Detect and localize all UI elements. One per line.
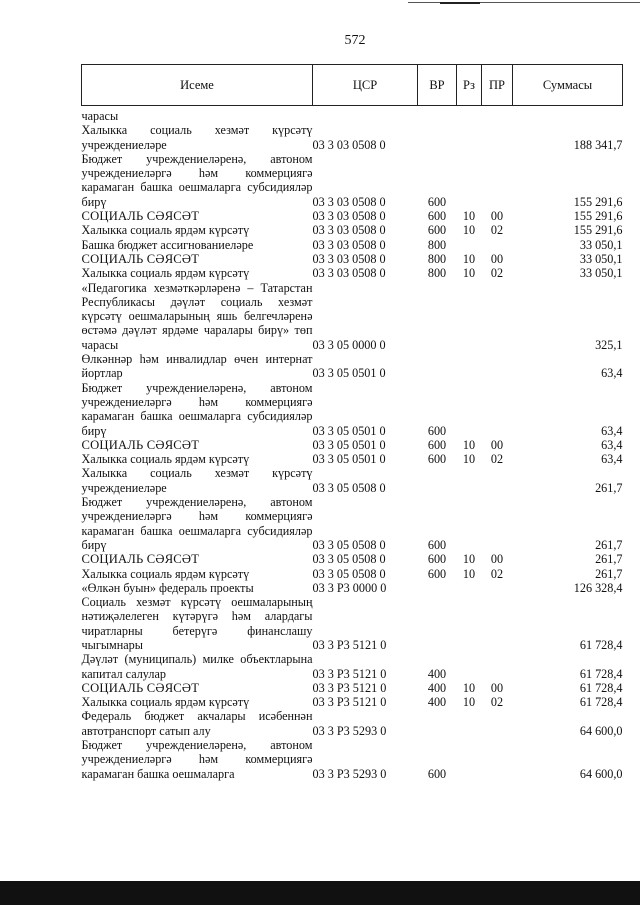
row-amount: 64 600,0: [579, 766, 623, 781]
row-amount: 126 328,4: [573, 580, 623, 595]
row-pr-code: [482, 495, 513, 552]
table-row: [82, 681, 623, 695]
row-vr-code: 800: [427, 237, 447, 252]
row-rz-code: 10: [462, 223, 476, 238]
row-vr-code: 800: [427, 251, 447, 266]
row-amount: 64 600,0: [579, 723, 623, 738]
row-rz-code: [457, 106, 482, 124]
row-csr-code: 03 3 05 0000 0: [312, 337, 386, 352]
row-csr-code: 03 3 03 0508 0: [312, 223, 386, 238]
row-rz-code: 10: [462, 266, 476, 281]
row-pr-code: [482, 106, 513, 124]
row-pr-code: 00: [490, 680, 504, 695]
row-csr-code: 03 3 03 0508 0: [312, 266, 386, 281]
row-csr-code: 03 3 Р3 0000 0: [312, 580, 387, 595]
row-name: Бюджет учреждениеләренә, автоном учреждениеләргә һәм коммерциягә карамаган башка оешмаларга: [81, 738, 313, 781]
row-amount: [513, 106, 623, 124]
row-csr-code: 03 3 05 0501 0: [312, 366, 386, 381]
row-amount: 33 050,1: [579, 237, 623, 252]
row-csr-code: 03 3 Р3 5121 0: [312, 637, 387, 652]
table-row: [82, 252, 623, 266]
table-row: [82, 352, 623, 381]
table-row: [82, 652, 623, 681]
row-pr-code: [482, 581, 513, 595]
row-name: Халыкка социаль ярдәм күрсәтү: [81, 223, 250, 238]
row-csr-code: 03 3 03 0508 0: [312, 209, 386, 224]
row-rz-code: [457, 595, 482, 652]
row-csr-code: 03 3 03 0508 0: [312, 137, 386, 152]
row-rz-code: [457, 738, 482, 781]
table-row: [82, 238, 623, 252]
header-sum: Суммасы: [513, 65, 623, 106]
row-rz-code: [457, 652, 482, 681]
row-rz-code: [457, 466, 482, 495]
row-rz-code: [457, 352, 482, 381]
row-vr-code: 400: [427, 695, 447, 710]
row-pr-code: [482, 709, 513, 738]
table-row: [82, 581, 623, 595]
row-name: Халыкка социаль ярдәм күрсәтү: [81, 452, 250, 467]
row-name: Халыкка социаль хезмәт күрсәтү учреждениеләре: [81, 466, 313, 495]
row-amount: 61 728,4: [579, 637, 623, 652]
row-name: СОЦИАЛЬ СӘЯСӘТ: [81, 437, 200, 452]
row-vr-code: [418, 123, 457, 152]
table-row: [82, 266, 623, 280]
row-rz-code: [457, 381, 482, 438]
row-name: Бюджет учреждениеләренә, автоном учреждениеләргә һәм коммерциягә карамаган башка оешмаларга субсидияләр бирү: [81, 495, 313, 552]
table-row: [82, 552, 623, 566]
row-rz-code: [457, 238, 482, 252]
row-csr-code: 03 3 05 0501 0: [312, 423, 386, 438]
row-csr-code: 03 3 05 0501 0: [312, 452, 386, 467]
row-name: СОЦИАЛЬ СӘЯСӘТ: [81, 251, 200, 266]
row-pr-code: [482, 595, 513, 652]
row-vr-code: [418, 106, 457, 124]
page-number: 572: [344, 33, 366, 48]
row-vr-code: 600: [427, 223, 447, 238]
row-pr-code: [482, 152, 513, 209]
row-amount: 61 728,4: [579, 680, 623, 695]
row-vr-code: [418, 709, 457, 738]
row-pr-code: 02: [490, 266, 504, 281]
row-rz-code: [457, 709, 482, 738]
table-row: [82, 466, 623, 495]
row-vr-code: [418, 281, 457, 352]
row-name: Федераль бюджет акчалары исәбеннән автотранспорт сатып алу: [81, 709, 313, 738]
row-name: Бюджет учреждениеләренә, автоном учреждениеләргә һәм коммерциягә карамаган башка оешмаларга субсидияләр бирү: [81, 151, 313, 209]
row-amount: 33 050,1: [579, 266, 623, 281]
row-pr-code: 00: [490, 251, 504, 266]
row-csr-code: 03 3 03 0508 0: [312, 251, 386, 266]
header-vr: ВР: [418, 65, 457, 106]
row-amount: 61 728,4: [579, 666, 623, 681]
row-pr-code: 02: [490, 223, 504, 238]
row-csr-code: 03 3 03 0508 0: [312, 194, 386, 209]
row-rz-code: 10: [462, 680, 476, 695]
table-row: [82, 123, 623, 152]
row-vr-code: [418, 352, 457, 381]
row-name: Дәүләт (муниципаль) милке объектларына капитал салулар: [81, 652, 313, 681]
row-amount: 188 341,7: [573, 137, 623, 152]
row-pr-code: [482, 123, 513, 152]
row-name: СОЦИАЛЬ СӘЯСӘТ: [81, 680, 200, 695]
row-csr-code: 03 3 03 0508 0: [312, 237, 386, 252]
row-vr-code: 600: [427, 194, 447, 209]
row-csr-code: 03 3 Р3 5121 0: [312, 695, 387, 710]
row-name: чарасы: [81, 109, 119, 123]
row-pr-code: 02: [490, 566, 504, 581]
row-pr-code: 00: [490, 552, 504, 567]
row-amount: 155 291,6: [573, 223, 623, 238]
row-amount: 155 291,6: [573, 194, 623, 209]
row-name: Өлкәннәр һәм инвалидлар өчен интернат йортлар: [81, 352, 313, 381]
row-rz-code: 10: [462, 251, 476, 266]
row-rz-code: [457, 123, 482, 152]
row-vr-code: 600: [427, 537, 447, 552]
row-pr-code: 00: [490, 209, 504, 224]
header-rz: Рз: [457, 65, 482, 106]
row-amount: 63,4: [601, 452, 623, 467]
row-name: Башка бюджет ассигнованиеләре: [81, 237, 254, 252]
row-pr-code: [482, 238, 513, 252]
table-row: [82, 223, 623, 237]
row-pr-code: [482, 466, 513, 495]
row-pr-code: 02: [490, 452, 504, 467]
row-vr-code: 600: [427, 437, 447, 452]
row-name: Халыкка социаль хезмәт күрсәтү учреждениеләре: [81, 123, 313, 152]
row-vr-code: 400: [427, 680, 447, 695]
row-rz-code: [457, 152, 482, 209]
scan-edge-mark: [440, 2, 480, 4]
table-row: [82, 595, 623, 652]
row-amount: 261,7: [595, 566, 623, 581]
row-amount: 63,4: [601, 423, 623, 438]
row-csr-code: 03 3 05 0508 0: [312, 566, 386, 581]
row-pr-code: [482, 738, 513, 781]
table-row: [82, 281, 623, 352]
table-row: [82, 152, 623, 209]
row-rz-code: [457, 281, 482, 352]
row-amount: 155 291,6: [573, 209, 623, 224]
row-vr-code: 600: [427, 423, 447, 438]
row-vr-code: 800: [427, 266, 447, 281]
row-rz-code: 10: [462, 566, 476, 581]
row-rz-code: 10: [462, 209, 476, 224]
row-name: СОЦИАЛЬ СӘЯСӘТ: [81, 209, 200, 224]
row-csr-code: 03 3 Р3 5293 0: [312, 766, 387, 781]
row-amount: 261,7: [595, 552, 623, 567]
row-pr-code: [482, 352, 513, 381]
row-vr-code: 600: [427, 566, 447, 581]
row-name: СОЦИАЛЬ СӘЯСӘТ: [81, 552, 200, 567]
row-name: Халыкка социаль ярдәм күрсәтү: [81, 695, 250, 710]
table-row: [82, 695, 623, 709]
table-row: [82, 438, 623, 452]
row-csr-code: 03 3 Р3 5121 0: [312, 666, 387, 681]
table-row: [82, 495, 623, 552]
row-csr-code: 03 3 05 0508 0: [312, 480, 386, 495]
row-pr-code: [482, 281, 513, 352]
row-pr-code: [482, 381, 513, 438]
row-csr-code: 03 3 Р3 5293 0: [312, 723, 387, 738]
table-row: [82, 381, 623, 438]
row-rz-code: 10: [462, 452, 476, 467]
row-name: Халыкка социаль ярдәм күрсәтү: [81, 566, 250, 581]
row-rz-code: [457, 495, 482, 552]
row-name: Халыкка социаль ярдәм күрсәтү: [81, 266, 250, 281]
row-vr-code: [418, 595, 457, 652]
row-csr-code: 03 3 05 0501 0: [312, 437, 386, 452]
header-name: Исеме: [82, 65, 313, 106]
row-vr-code: 600: [427, 209, 447, 224]
row-pr-code: 02: [490, 695, 504, 710]
row-amount: 261,7: [595, 537, 623, 552]
row-pr-code: 00: [490, 437, 504, 452]
row-rz-code: [457, 581, 482, 595]
row-vr-code: 600: [427, 552, 447, 567]
row-amount: 33 050,1: [579, 251, 623, 266]
row-amount: 325,1: [595, 337, 623, 352]
row-name: Бюджет учреждениеләренә, автоном учреждениеләргә һәм коммерциягә карамаган башка оешмаларга субсидияләр бирү: [81, 380, 313, 438]
row-name: Социаль хезмәт күрсәтү оешмаларының нәтиҗәлелеген күтәрүгә һәм алардагы чиратларны бетерүгә финанслашу чыгымнары: [81, 595, 313, 652]
row-csr-code: 03 3 Р3 5121 0: [312, 680, 387, 695]
row-name: «Өлкән буын» федераль проекты: [81, 580, 254, 595]
table-row: [82, 567, 623, 581]
table-row: [82, 209, 623, 223]
row-amount: 63,4: [601, 437, 623, 452]
budget-table: [81, 64, 623, 781]
row-vr-code: [418, 581, 457, 595]
row-rz-code: 10: [462, 695, 476, 710]
header-csr: ЦСР: [313, 65, 418, 106]
table-row: [82, 452, 623, 466]
row-amount: 63,4: [601, 366, 623, 381]
row-amount: 61 728,4: [579, 695, 623, 710]
row-rz-code: 10: [462, 552, 476, 567]
header-pr: ПР: [482, 65, 513, 106]
table-header: [82, 65, 623, 106]
row-name: «Педагогика хезмәткәрләренә – Татарстан Республикасы дәүләт социаль хезмәт күрсәтү оешмаларының яшь белгечләренә өстәмә дәүләт ярдәме чаралары бирү» төп чарасы: [81, 280, 313, 352]
header-row: [82, 65, 623, 106]
row-rz-code: 10: [462, 437, 476, 452]
table-row: [82, 106, 623, 124]
table-body: [82, 106, 623, 781]
scan-bottom-border: [0, 881, 640, 905]
row-csr-code: 03 3 05 0508 0: [312, 537, 386, 552]
row-csr-code: 03 3 05 0508 0: [312, 552, 386, 567]
row-vr-code: [418, 466, 457, 495]
table-row: [82, 738, 623, 781]
row-vr-code: 400: [427, 666, 447, 681]
row-pr-code: [482, 652, 513, 681]
table-row: [82, 709, 623, 738]
row-amount: 261,7: [595, 480, 623, 495]
row-csr-code: [313, 106, 418, 124]
row-vr-code: 600: [427, 766, 447, 781]
row-vr-code: 600: [427, 452, 447, 467]
